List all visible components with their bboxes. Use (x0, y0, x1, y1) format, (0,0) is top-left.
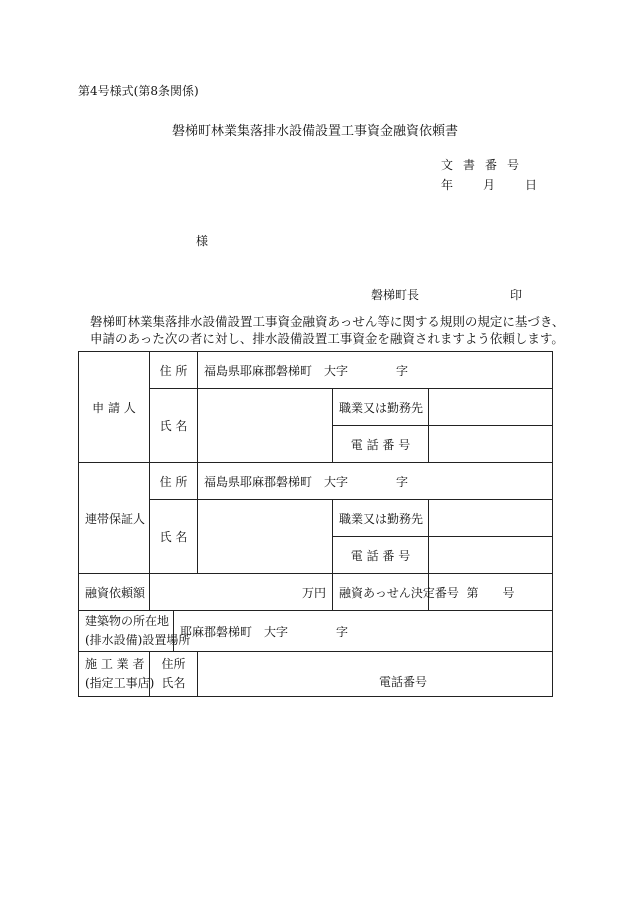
building-location-label (79, 611, 191, 652)
building-location-field[interactable]: 耶麻郡磐梯町 大字 字 (174, 611, 553, 652)
building-location-label-line2: (排水設備)設置場所 (85, 633, 191, 647)
body-text-line-1: 磐梯町林業集落排水設備設置工事資金融資あっせん等に関する規則の規定に基づき、 (90, 314, 565, 329)
loan-decision-field[interactable]: 第 号 (429, 574, 553, 611)
document-title: 磐梯町林業集落排水設備設置工事資金融資依頼書 (171, 124, 458, 139)
seal-mark: 印 (510, 288, 523, 302)
applicant-address-label: 住 所 (150, 352, 198, 389)
applicant-address-field[interactable]: 福島県耶麻郡磐梯町 大字 字 (198, 352, 553, 389)
contractor-address-label: 住所 (161, 657, 186, 671)
guarantor-occupation-field[interactable] (429, 500, 553, 537)
building-location-label-line1: 建築物の所在地 (85, 614, 170, 628)
contractor-label-line1: 施 工 業 者 (85, 657, 145, 671)
application-table (78, 351, 553, 697)
date-year: 年 (441, 178, 454, 192)
applicant-phone-label: 電 話 番 号 (333, 426, 429, 463)
guarantor-address-field[interactable]: 福島県耶麻郡磐梯町 大字 字 (198, 463, 553, 500)
contractor-label-line2: (指定工事店) (85, 676, 155, 690)
guarantor-occupation-label: 職業又は勤務先 (333, 500, 429, 537)
date-month: 月 (483, 178, 496, 192)
body-text-line-2: 申請のあった次の者に対し、排水設備設置工事資金を融資されますよう依頼します。 (90, 331, 564, 346)
applicant-name-label: 氏 名 (150, 389, 198, 463)
contractor-sublabels (150, 652, 198, 697)
contractor-field[interactable] (198, 652, 553, 697)
mayor-title: 磐梯町長 (371, 288, 420, 302)
guarantor-phone-field[interactable] (429, 537, 553, 574)
date-day: 日 (525, 178, 538, 192)
applicant-occupation-label: 職業又は勤務先 (333, 389, 429, 426)
guarantor-address-label: 住 所 (150, 463, 198, 500)
date-line (441, 176, 537, 193)
form-number: 第4号様式(第8条関係) (78, 84, 199, 98)
applicant-occupation-field[interactable] (429, 389, 553, 426)
document-number-label: 文書番号 (441, 158, 530, 172)
guarantor-name-label: 氏 名 (150, 500, 198, 574)
contractor-label (79, 652, 155, 697)
loan-amount-field[interactable]: 万円 (150, 574, 333, 611)
guarantor-name-field[interactable] (198, 500, 333, 574)
contractor-phone-label: 電話番号 (379, 675, 428, 689)
applicant-phone-field[interactable] (429, 426, 553, 463)
guarantor-label: 連帯保証人 (79, 463, 150, 574)
contractor-name-label: 氏名 (161, 676, 186, 690)
applicant-name-field[interactable] (198, 389, 333, 463)
guarantor-phone-label: 電 話 番 号 (333, 537, 429, 574)
applicant-label: 申 請 人 (79, 352, 150, 463)
loan-amount-label: 融資依頼額 (79, 574, 150, 611)
loan-decision-label: 融資あっせん決定番号 (333, 574, 429, 611)
addressee-suffix: 様 (196, 234, 209, 248)
